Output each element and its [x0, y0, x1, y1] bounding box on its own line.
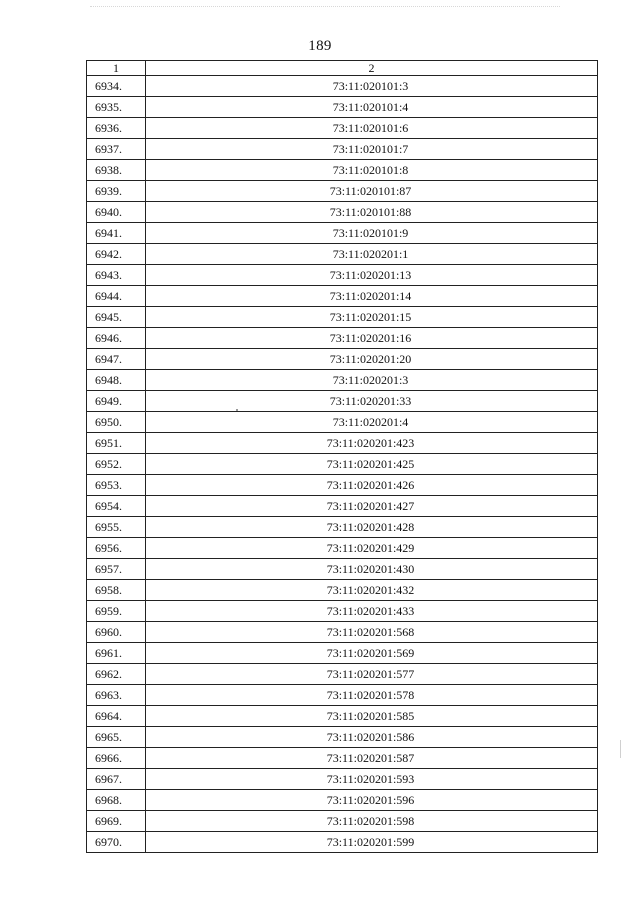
- row-number-cell: 6956.: [87, 538, 146, 559]
- cadastral-number-cell: 73:11:020201:1: [146, 244, 598, 265]
- table-row: [87, 223, 598, 244]
- cadastral-number-cell: 73:11:020201:569: [146, 643, 598, 664]
- table-header-row: [87, 61, 598, 76]
- table-row: [87, 370, 598, 391]
- cadastral-number-cell: 73:11:020201:430: [146, 559, 598, 580]
- cadastral-number-cell: 73:11:020201:593: [146, 769, 598, 790]
- table-row: [87, 328, 598, 349]
- row-number-cell: 6936.: [87, 118, 146, 139]
- row-number-cell: 6959.: [87, 601, 146, 622]
- row-number-cell: 6966.: [87, 748, 146, 769]
- table-row: [87, 265, 598, 286]
- table-row: [87, 433, 598, 454]
- column-header-2: 2: [146, 61, 598, 76]
- row-number-cell: 6960.: [87, 622, 146, 643]
- row-number-cell: 6961.: [87, 643, 146, 664]
- table-row: [87, 832, 598, 853]
- scan-speck: [236, 409, 238, 411]
- scan-margin-mark: [620, 740, 621, 758]
- row-number-cell: 6952.: [87, 454, 146, 475]
- cadastral-number-cell: 73:11:020201:428: [146, 517, 598, 538]
- cadastral-number-cell: 73:11:020201:4: [146, 412, 598, 433]
- column-header-1: 1: [87, 61, 146, 76]
- table-row: [87, 454, 598, 475]
- cadastral-number-cell: 73:11:020201:596: [146, 790, 598, 811]
- row-number-cell: 6947.: [87, 349, 146, 370]
- table-row: [87, 475, 598, 496]
- cadastral-number-cell: 73:11:020201:33: [146, 391, 598, 412]
- cadastral-number-cell: 73:11:020201:599: [146, 832, 598, 853]
- table-row: [87, 769, 598, 790]
- row-number-cell: 6942.: [87, 244, 146, 265]
- table-row: [87, 559, 598, 580]
- cadastral-number-cell: 73:11:020101:3: [146, 76, 598, 97]
- table-row: [87, 685, 598, 706]
- table-row: [87, 97, 598, 118]
- table-row: [87, 76, 598, 97]
- cadastral-number-cell: 73:11:020201:14: [146, 286, 598, 307]
- cadastral-number-cell: 73:11:020101:88: [146, 202, 598, 223]
- table-row: [87, 118, 598, 139]
- cadastral-number-cell: 73:11:020201:15: [146, 307, 598, 328]
- table-row: [87, 790, 598, 811]
- table-row: [87, 601, 598, 622]
- cadastral-number-cell: 73:11:020201:425: [146, 454, 598, 475]
- row-number-cell: 6945.: [87, 307, 146, 328]
- row-number-cell: 6934.: [87, 76, 146, 97]
- cadastral-number-cell: 73:11:020101:4: [146, 97, 598, 118]
- table-row: [87, 706, 598, 727]
- row-number-cell: 6941.: [87, 223, 146, 244]
- row-number-cell: 6954.: [87, 496, 146, 517]
- table-row: [87, 307, 598, 328]
- row-number-cell: 6939.: [87, 181, 146, 202]
- table-row: [87, 748, 598, 769]
- table-row: [87, 727, 598, 748]
- cadastral-number-cell: 73:11:020101:6: [146, 118, 598, 139]
- row-number-cell: 6948.: [87, 370, 146, 391]
- table-row: [87, 349, 598, 370]
- row-number-cell: 6951.: [87, 433, 146, 454]
- row-number-cell: 6964.: [87, 706, 146, 727]
- cadastral-number-cell: 73:11:020101:87: [146, 181, 598, 202]
- row-number-cell: 6935.: [87, 97, 146, 118]
- cadastral-number-cell: 73:11:020201:433: [146, 601, 598, 622]
- row-number-cell: 6955.: [87, 517, 146, 538]
- table-row: [87, 496, 598, 517]
- row-number-cell: 6949.: [87, 391, 146, 412]
- cadastral-number-cell: 73:11:020201:585: [146, 706, 598, 727]
- cadastral-number-cell: 73:11:020201:20: [146, 349, 598, 370]
- table-row: [87, 538, 598, 559]
- row-number-cell: 6944.: [87, 286, 146, 307]
- table-row: [87, 391, 598, 412]
- row-number-cell: 6963.: [87, 685, 146, 706]
- cadastral-number-cell: 73:11:020101:9: [146, 223, 598, 244]
- table-row: [87, 664, 598, 685]
- table-row: [87, 622, 598, 643]
- row-number-cell: 6946.: [87, 328, 146, 349]
- cadastral-number-cell: 73:11:020201:586: [146, 727, 598, 748]
- table-body: [87, 76, 598, 853]
- cadastral-number-cell: 73:11:020201:429: [146, 538, 598, 559]
- row-number-cell: 6957.: [87, 559, 146, 580]
- cadastral-number-cell: 73:11:020101:8: [146, 160, 598, 181]
- cadastral-number-cell: 73:11:020201:426: [146, 475, 598, 496]
- row-number-cell: 6967.: [87, 769, 146, 790]
- cadastral-number-cell: 73:11:020201:423: [146, 433, 598, 454]
- page-number: 189: [308, 38, 332, 54]
- row-number-cell: 6938.: [87, 160, 146, 181]
- table-row: [87, 139, 598, 160]
- table-row: [87, 202, 598, 223]
- cadastral-number-cell: 73:11:020201:568: [146, 622, 598, 643]
- row-number-cell: 6950.: [87, 412, 146, 433]
- cadastral-number-cell: 73:11:020201:13: [146, 265, 598, 286]
- row-number-cell: 6969.: [87, 811, 146, 832]
- scan-artifact-top: [90, 6, 560, 13]
- row-number-cell: 6962.: [87, 664, 146, 685]
- row-number-cell: 6965.: [87, 727, 146, 748]
- cadastral-register-table: [86, 60, 598, 853]
- cadastral-number-cell: 73:11:020101:7: [146, 139, 598, 160]
- row-number-cell: 6940.: [87, 202, 146, 223]
- row-number-cell: 6970.: [87, 832, 146, 853]
- row-number-cell: 6958.: [87, 580, 146, 601]
- table-row: [87, 811, 598, 832]
- table-row: [87, 286, 598, 307]
- table-row: [87, 244, 598, 265]
- row-number-cell: 6937.: [87, 139, 146, 160]
- cadastral-number-cell: 73:11:020201:598: [146, 811, 598, 832]
- row-number-cell: 6968.: [87, 790, 146, 811]
- cadastral-number-cell: 73:11:020201:432: [146, 580, 598, 601]
- cadastral-number-cell: 73:11:020201:3: [146, 370, 598, 391]
- table-row: [87, 181, 598, 202]
- table-row: [87, 412, 598, 433]
- cadastral-number-cell: 73:11:020201:578: [146, 685, 598, 706]
- cadastral-number-cell: 73:11:020201:16: [146, 328, 598, 349]
- cadastral-number-cell: 73:11:020201:587: [146, 748, 598, 769]
- table-row: [87, 517, 598, 538]
- table-row: [87, 160, 598, 181]
- row-number-cell: 6953.: [87, 475, 146, 496]
- table-row: [87, 643, 598, 664]
- cadastral-number-cell: 73:11:020201:427: [146, 496, 598, 517]
- table-row: [87, 580, 598, 601]
- row-number-cell: 6943.: [87, 265, 146, 286]
- cadastral-number-cell: 73:11:020201:577: [146, 664, 598, 685]
